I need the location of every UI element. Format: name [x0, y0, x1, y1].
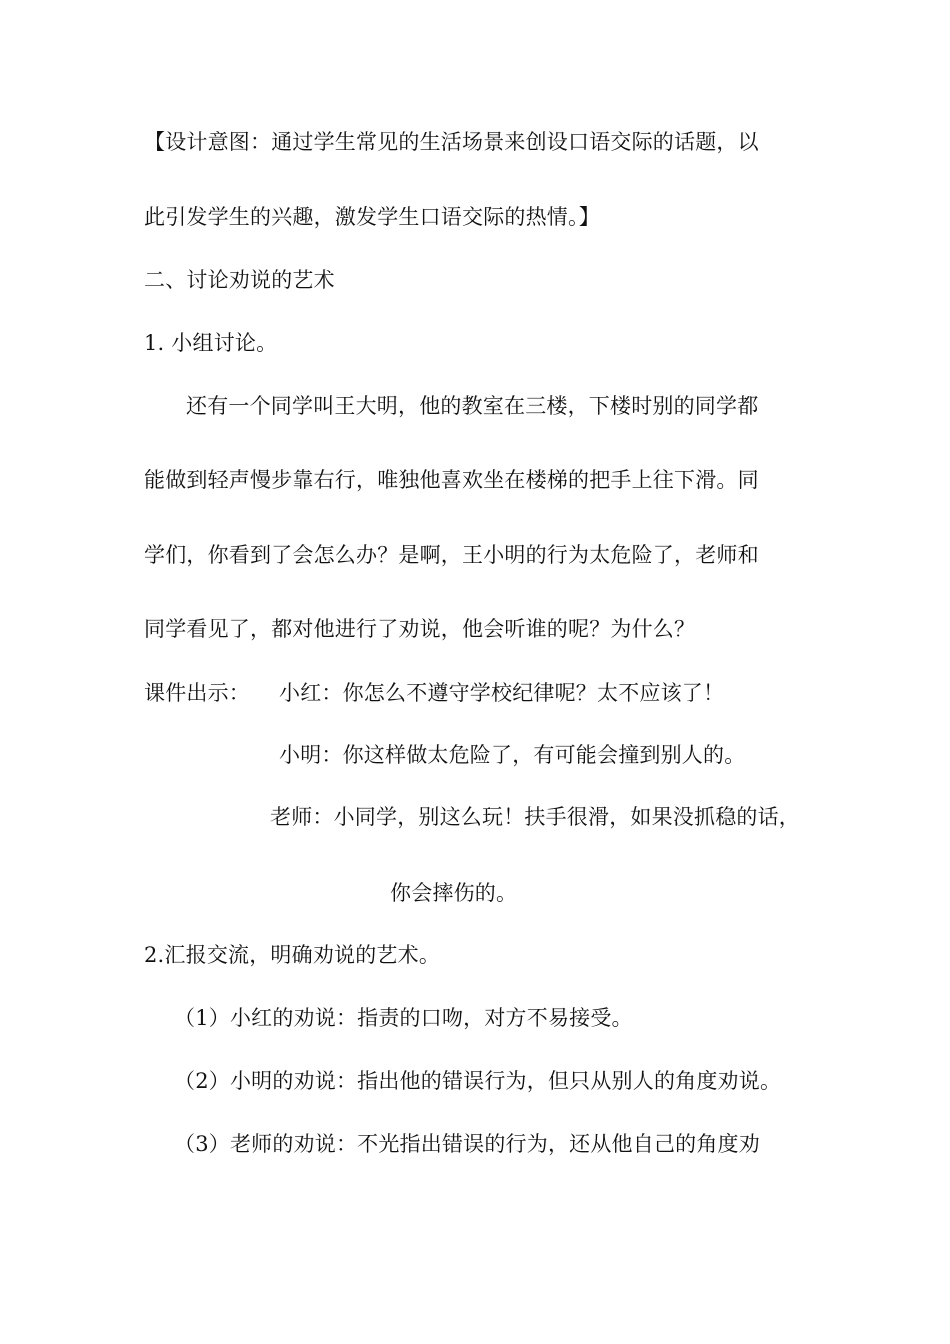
- story-line-4: 同学看见了，都对他进行了劝说，他会听谁的呢？为什么？: [144, 617, 696, 641]
- point-3: （3）老师的劝说：不光指出错误的行为，还从他自己的角度劝: [174, 1132, 760, 1156]
- step2-heading: 2.汇报交流，明确劝说的艺术。: [144, 943, 441, 967]
- section-heading: 二、讨论劝说的艺术: [144, 268, 335, 292]
- story-line-1: 还有一个同学叫王大明，他的教室在三楼，下楼时别的同学都: [186, 394, 759, 418]
- courseware-teacher-line-1: 老师：小同学，别这么玩！扶手很滑，如果没抓稳的话，: [270, 805, 800, 829]
- point-1: （1）小红的劝说：指责的口吻，对方不易接受。: [174, 1006, 633, 1030]
- courseware-teacher-line-2: 你会摔伤的。: [390, 881, 518, 905]
- design-intent-line-1: 【设计意图：通过学生常见的生活场景来创设口语交际的话题，以: [144, 130, 759, 154]
- step1-heading: 1. 小组讨论。: [144, 331, 278, 355]
- courseware-xiaoming: 小明：你这样做太危险了，有可能会撞到别人的。: [279, 743, 746, 767]
- courseware-xiaohong: 小红：你怎么不遵守学校纪律呢？太不应该了！: [279, 681, 725, 705]
- design-intent-line-2: 此引发学生的兴趣，激发学生口语交际的热情。】: [144, 205, 600, 229]
- courseware-label: 课件出示：: [144, 681, 250, 705]
- story-line-2: 能做到轻声慢步靠右行，唯独他喜欢坐在楼梯的把手上往下滑。同: [144, 468, 759, 492]
- story-line-3: 学们，你看到了会怎么办？是啊，王小明的行为太危险了，老师和: [144, 543, 759, 567]
- point-2: （2）小明的劝说：指出他的错误行为，但只从别人的角度劝说。: [174, 1069, 782, 1093]
